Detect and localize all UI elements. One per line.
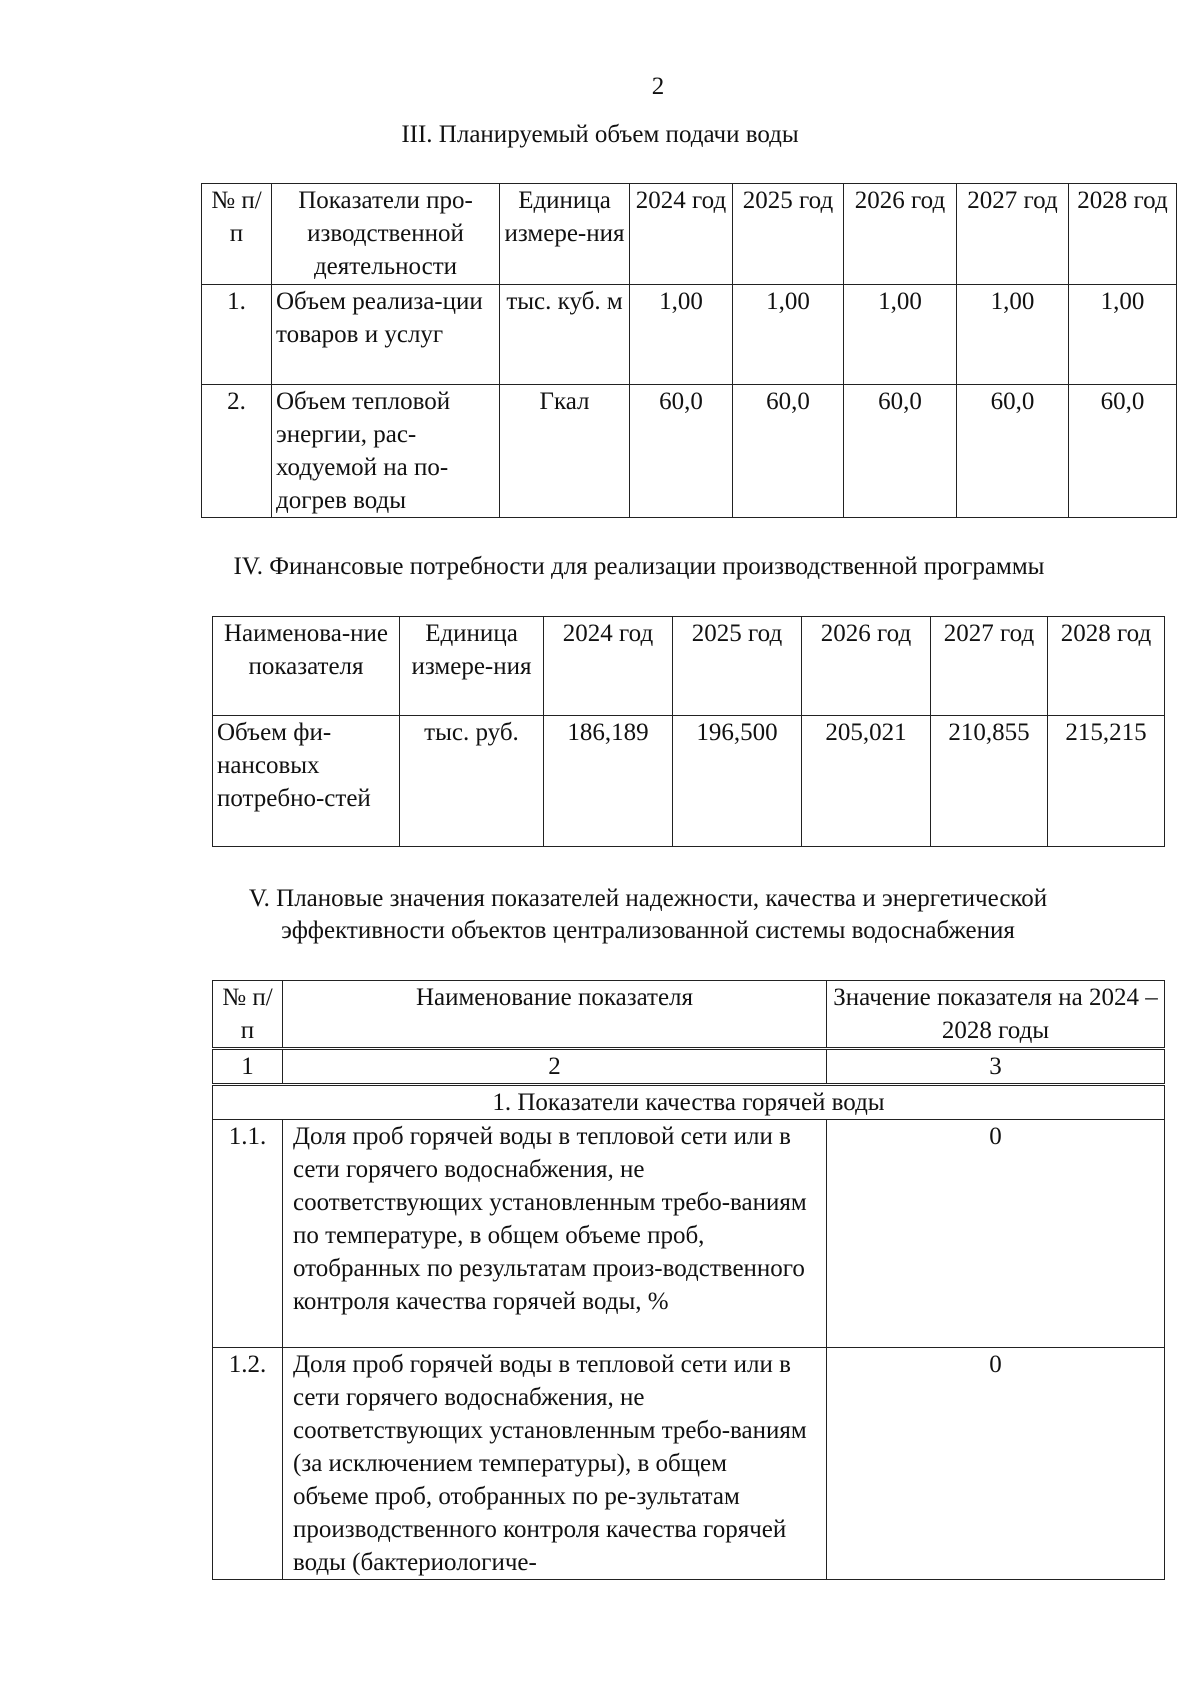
table-cell: 0 xyxy=(827,1348,1165,1580)
table-cell: 215,215 xyxy=(1048,716,1165,847)
table-cell: 1,00 xyxy=(1069,285,1177,385)
table-cell: Гкал xyxy=(500,385,630,518)
table-cell: 60,0 xyxy=(630,385,733,518)
table-cell: тыс. куб. м xyxy=(500,285,630,385)
table-cell: 1,00 xyxy=(733,285,844,385)
header-cell: 2028 год xyxy=(1069,184,1177,285)
table-cell: 1,00 xyxy=(957,285,1069,385)
table-cell: тыс. руб. xyxy=(400,716,544,847)
table-cell: Доля проб горячей воды в тепловой сети или в сети горячего водоснабжения, не соответствующих установленным требо-ваниям (за исключением температуры), в общем объеме проб, отобранных по ре-зультатам производственного контроля качества горячей воды (бактериологиче- xyxy=(283,1348,827,1580)
header-cell: 2027 год xyxy=(957,184,1069,285)
column-number-row xyxy=(213,1049,1165,1085)
section5-title-line2: эффективности объектов централизованной системы водоснабжения xyxy=(281,917,1015,944)
table-cell: 60,0 xyxy=(957,385,1069,518)
table-cell: Объем фи-нансовых потребно-стей xyxy=(213,716,400,847)
header-cell: 2026 год xyxy=(802,617,931,716)
table-cell: 60,0 xyxy=(1069,385,1177,518)
header-cell: Наименова-ние показателя xyxy=(213,617,400,716)
table-cell: 1,00 xyxy=(844,285,957,385)
header-cell: Наименование показателя xyxy=(283,981,827,1049)
table-row xyxy=(213,1120,1165,1348)
table-cell: Объем тепловой энергии, рас-ходуемой на по-догрев воды xyxy=(272,385,500,518)
header-cell: № п/п xyxy=(202,184,272,285)
header-cell: 2024 год xyxy=(544,617,673,716)
header-cell: Единица измере-ния xyxy=(500,184,630,285)
table-cell: 1. xyxy=(202,285,272,385)
table-header-row xyxy=(213,981,1165,1049)
header-cell: Значение показателя на 2024 – 2028 годы xyxy=(827,981,1165,1049)
table-header-row xyxy=(213,617,1165,716)
header-cell: Показатели про-изводственной деятельности xyxy=(272,184,500,285)
page-number: 2 xyxy=(651,73,665,100)
column-number-cell: 3 xyxy=(827,1049,1165,1085)
reliability-indicators-table xyxy=(212,980,1165,1580)
table-cell: Объем реализа-ции товаров и услуг xyxy=(272,285,500,385)
table-cell: 1,00 xyxy=(630,285,733,385)
header-cell: 2025 год xyxy=(733,184,844,285)
section3-title: III. Планируемый объем подачи воды xyxy=(401,121,799,148)
section4-title: IV. Финансовые потребности для реализации производственной программы xyxy=(233,553,1045,580)
group-title-cell: 1. Показатели качества горячей воды xyxy=(213,1085,1165,1120)
table-row xyxy=(213,716,1165,847)
table-cell: 60,0 xyxy=(844,385,957,518)
header-cell: 2024 год xyxy=(630,184,733,285)
table-cell: 1.2. xyxy=(213,1348,283,1580)
table-cell: 60,0 xyxy=(733,385,844,518)
table-row xyxy=(202,285,1177,385)
group-row xyxy=(213,1085,1165,1120)
table-cell: 2. xyxy=(202,385,272,518)
header-cell: Единица измере-ния xyxy=(400,617,544,716)
table-row xyxy=(213,1348,1165,1580)
water-supply-table xyxy=(201,183,1177,518)
header-cell: 2028 год xyxy=(1048,617,1165,716)
table-cell: Доля проб горячей воды в тепловой сети или в сети горячего водоснабжения, не соответствующих установленным требо-ваниям по температуре, в общем объеме проб, отобранных по результатам произ-водственного контроля качества горячей воды, % xyxy=(283,1120,827,1348)
table-cell: 205,021 xyxy=(802,716,931,847)
section5-title-line1: V. Плановые значения показателей надежности, качества и энергетической xyxy=(248,885,1048,912)
table-row xyxy=(202,385,1177,518)
header-cell: 2026 год xyxy=(844,184,957,285)
table-cell: 196,500 xyxy=(673,716,802,847)
header-cell: 2025 год xyxy=(673,617,802,716)
financial-needs-table xyxy=(212,616,1165,847)
column-number-cell: 1 xyxy=(213,1049,283,1085)
table-cell: 186,189 xyxy=(544,716,673,847)
table-header-row xyxy=(202,184,1177,285)
column-number-cell: 2 xyxy=(283,1049,827,1085)
table-cell: 210,855 xyxy=(931,716,1048,847)
header-cell: № п/п xyxy=(213,981,283,1049)
header-cell: 2027 год xyxy=(931,617,1048,716)
table-cell: 1.1. xyxy=(213,1120,283,1348)
table-cell: 0 xyxy=(827,1120,1165,1348)
